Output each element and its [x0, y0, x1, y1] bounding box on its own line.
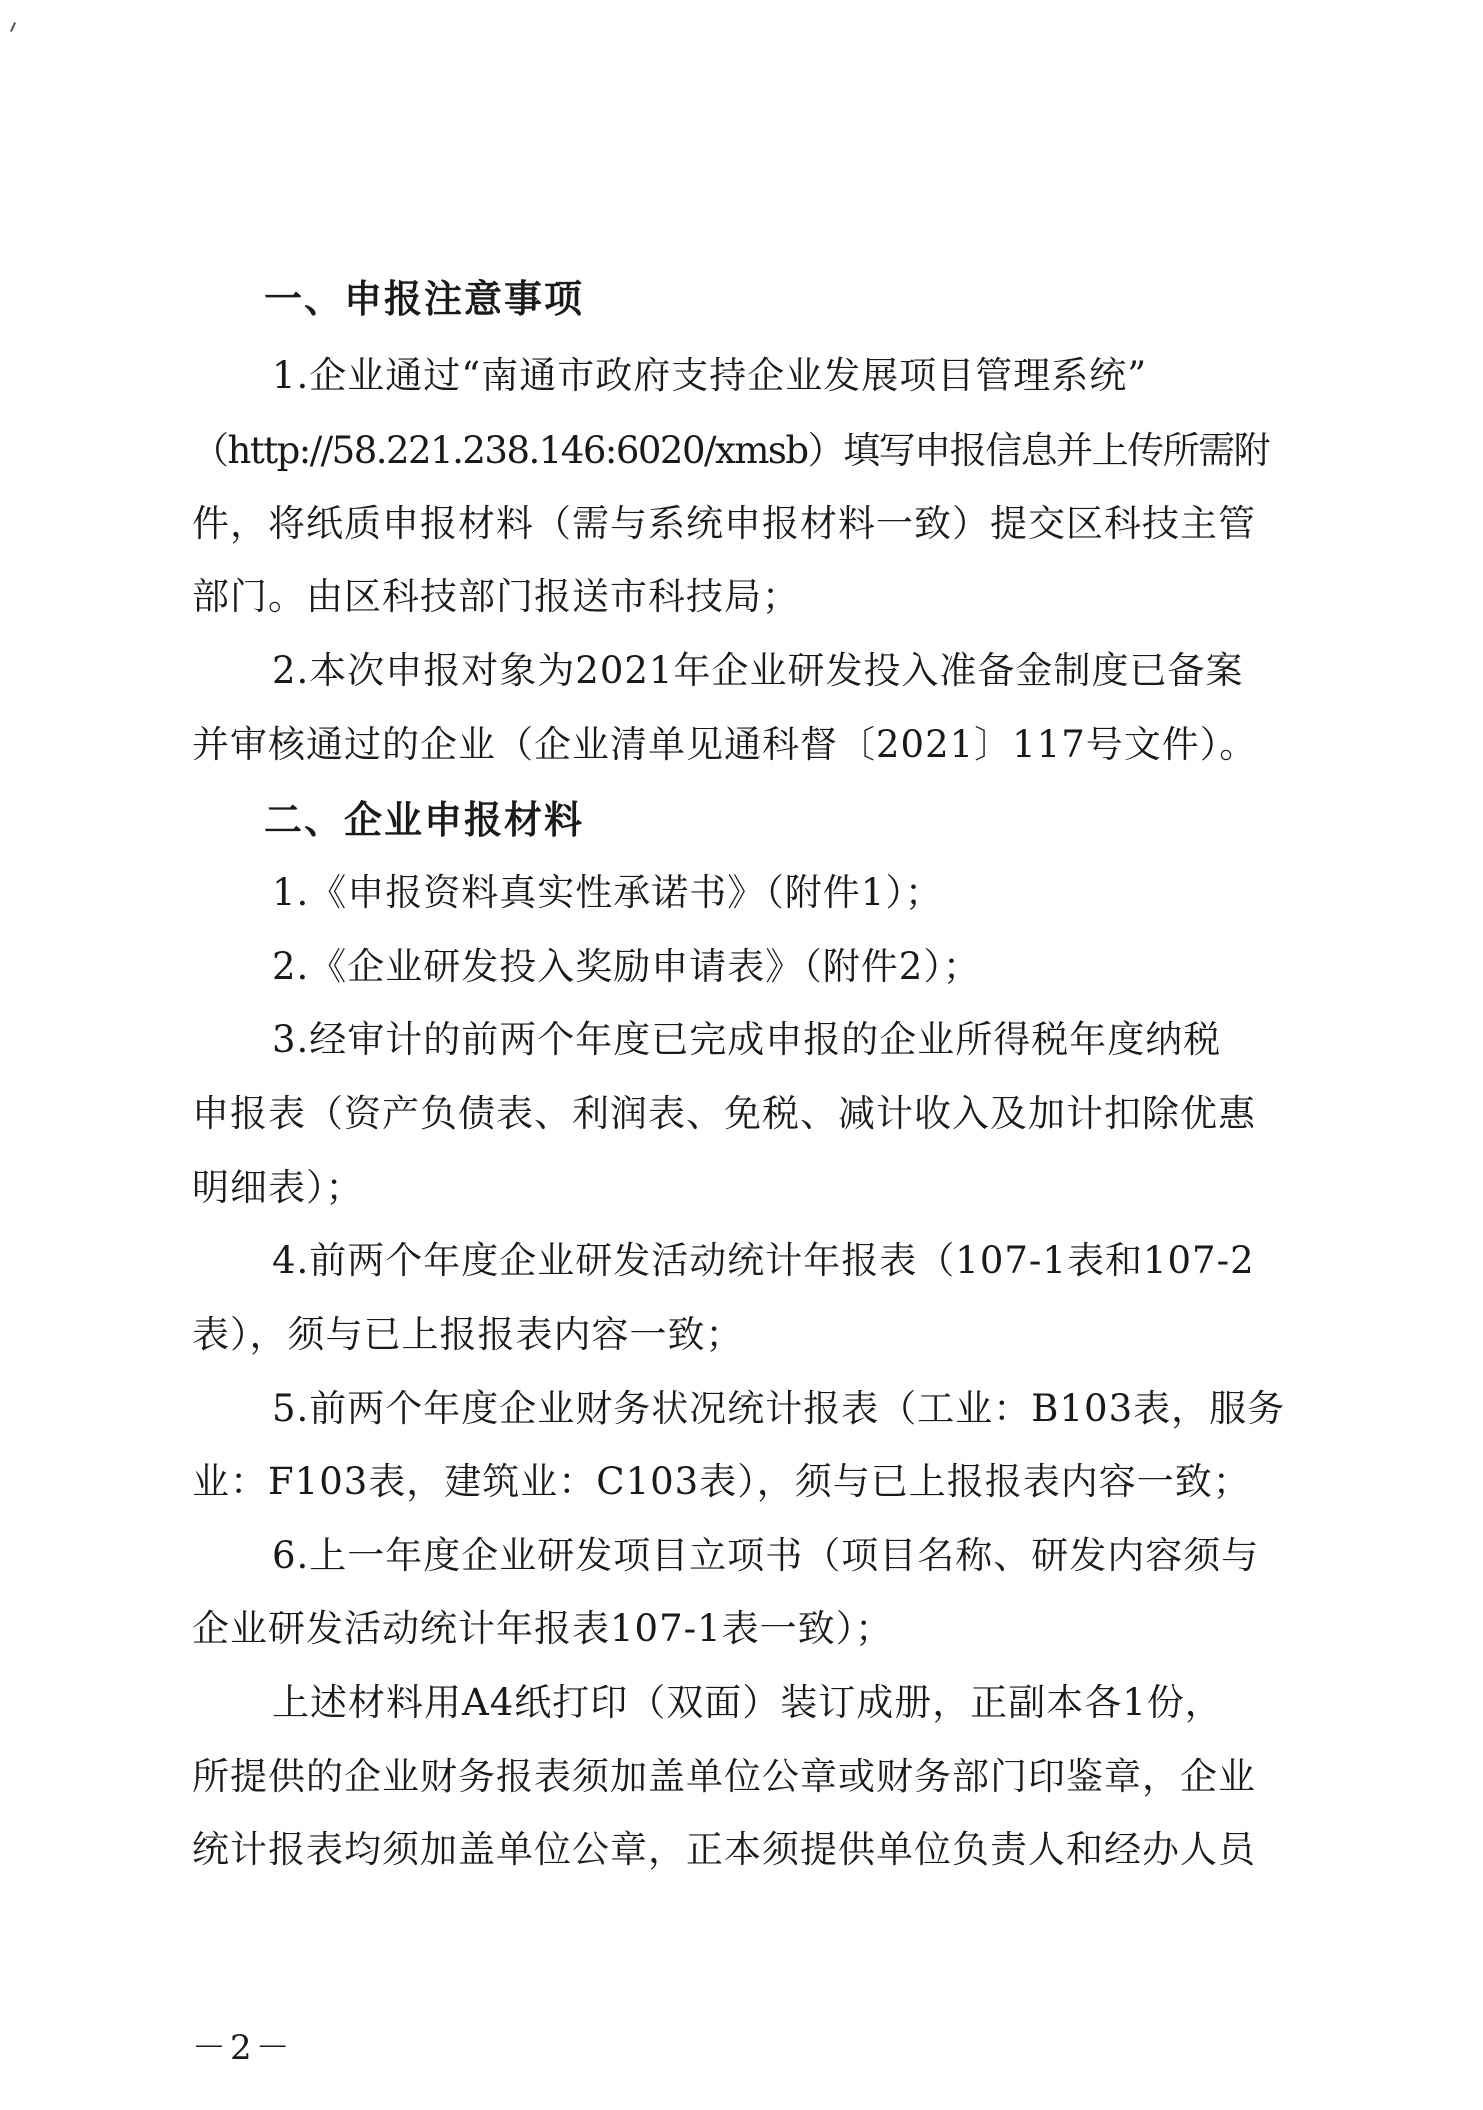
text-line: 2.本次申报对象为2021年企业研发投入准备金制度已备案 [272, 649, 1244, 692]
text-line: 所提供的企业财务报表须加盖单位公章或财务部门印鉴章，企业 [192, 1755, 1256, 1798]
text-line: 业：F103表，建筑业：C103表），须与已上报报表内容一致； [192, 1460, 1251, 1503]
text-line: 5.前两个年度企业财务状况统计报表（工业：B103表，服务 [272, 1387, 1286, 1430]
text-line: 企业研发活动统计年报表107-1表一致）； [192, 1607, 894, 1650]
text-line: 统计报表均须加盖单位公章，正本须提供单位负责人和经办人员 [192, 1828, 1256, 1871]
section-heading-materials: 二、企业申报材料 [264, 798, 585, 842]
list-item: 1.《申报资料真实性承诺书》（附件1）； [272, 871, 943, 914]
page-number: －2－ [192, 2028, 294, 2068]
text-line: 表），须与已上报报表内容一致； [192, 1313, 744, 1356]
text-line: 并审核通过的企业（企业清单见通科督〔2021〕117号文件）。 [192, 723, 1258, 766]
text-line: 上述材料用A4纸打印（双面）装订成册，正副本各1份， [272, 1681, 1223, 1724]
section-heading-notes: 一、申报注意事项 [264, 277, 585, 321]
text-line: 4.前两个年度企业研发活动统计年报表（107-1表和107-2 [272, 1239, 1255, 1282]
text-line: （http://58.221.238.146:6020/xmsb）填写申报信息并上传所需附 [192, 429, 1270, 472]
text-line: 1.企业通过“南通市政府支持企业发展项目管理系统” [272, 354, 1148, 397]
text-line: 6.上一年度企业研发项目立项书（项目名称、研发内容须与 [272, 1534, 1260, 1577]
list-item: 2.《企业研发投入奖励申请表》（附件2）； [272, 945, 981, 988]
text-line: 部门。由区科技部门报送市科技局； [192, 575, 800, 618]
text-line: 3.经审计的前两个年度已完成申报的企业所得税年度纳税 [272, 1018, 1222, 1061]
text-line: 申报表（资产负债表、利润表、免税、减计收入及加计扣除优惠 [192, 1092, 1256, 1135]
text-line: 件，将纸质申报材料（需与系统申报材料一致）提交区科技主管 [192, 502, 1256, 545]
scan-mark [10, 22, 16, 32]
text-line: 明细表）； [192, 1166, 364, 1209]
